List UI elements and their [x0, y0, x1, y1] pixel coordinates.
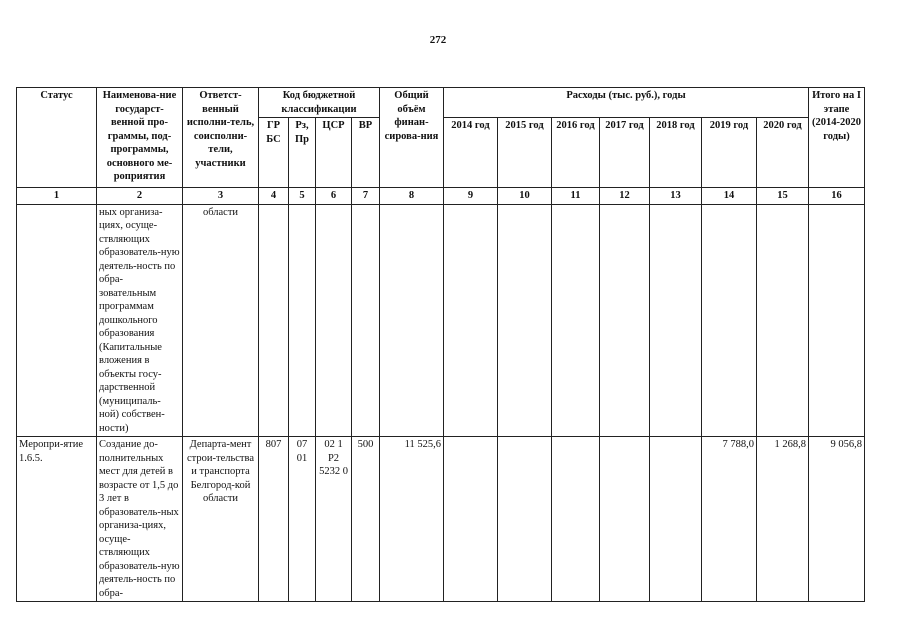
cell-grbs — [259, 204, 289, 437]
table-row — [17, 204, 865, 437]
header-year-2017: 2017 год — [600, 118, 650, 188]
header-budget-code: Код бюджетной классификации — [259, 88, 380, 118]
header-year-2015: 2015 год — [498, 118, 552, 188]
cell-2018 — [650, 437, 702, 602]
cell-status — [17, 204, 97, 437]
cell-2016 — [552, 437, 600, 602]
cell-grbs: 807 — [259, 437, 289, 602]
cell-2017 — [600, 437, 650, 602]
header-status: Статус — [17, 88, 97, 188]
cell-total — [380, 204, 444, 437]
header-expenses: Расходы (тыс. руб.), годы — [444, 88, 809, 118]
budget-table — [16, 87, 865, 602]
col-num: 9 — [444, 188, 498, 205]
header-rzpr: Рз, Пр — [289, 118, 316, 188]
col-num: 12 — [600, 188, 650, 205]
header-vr: ВР — [352, 118, 380, 188]
header-stage-total: Итого на I этапе (2014-2020 годы) — [809, 88, 865, 188]
page-number: 272 — [429, 34, 447, 46]
col-num: 7 — [352, 188, 380, 205]
col-num: 15 — [757, 188, 809, 205]
cell-name: Создание до-полнительных мест для детей в возрасте от 1,5 до 3 лет в образователь-ных организа-циях, осуще-ствляющих образователь-ную деятель-ность по обра- — [97, 437, 183, 602]
col-num: 14 — [702, 188, 757, 205]
column-number-row — [17, 188, 865, 205]
cell-2017 — [600, 204, 650, 437]
cell-responsible: области — [183, 204, 259, 437]
cell-2020 — [757, 204, 809, 437]
col-num: 11 — [552, 188, 600, 205]
col-num: 5 — [289, 188, 316, 205]
header-year-2020: 2020 год — [757, 118, 809, 188]
cell-vr: 500 — [352, 437, 380, 602]
col-num: 3 — [183, 188, 259, 205]
header-grbs: ГР БС — [259, 118, 289, 188]
col-num: 13 — [650, 188, 702, 205]
cell-name: ных организа-циях, осуще-ствляющих образователь-ную деятель-ность по обра-зовательным программам дошкольного образования (Капитальные вложения в объекты госу-дарственной (муниципаль-ной) собствен-ности) — [97, 204, 183, 437]
cell-vr — [352, 204, 380, 437]
cell-2015 — [498, 437, 552, 602]
cell-2018 — [650, 204, 702, 437]
header-total-volume: Общий объём финан-сирова-ния — [380, 88, 444, 188]
cell-2014 — [444, 204, 498, 437]
cell-2019: 7 788,0 — [702, 437, 757, 602]
col-num: 4 — [259, 188, 289, 205]
cell-2014 — [444, 437, 498, 602]
col-num: 16 — [809, 188, 865, 205]
cell-responsible: Департа-мент строи-тельства и транспорта Белгород-кой области — [183, 437, 259, 602]
cell-rzpr: 07 01 — [289, 437, 316, 602]
col-num: 8 — [380, 188, 444, 205]
cell-2015 — [498, 204, 552, 437]
cell-csr: 02 1 P2 5232 0 — [316, 437, 352, 602]
cell-2016 — [552, 204, 600, 437]
header-row-1 — [17, 88, 865, 118]
header-year-2016: 2016 год — [552, 118, 600, 188]
col-num: 1 — [17, 188, 97, 205]
header-year-2019: 2019 год — [702, 118, 757, 188]
cell-rzpr — [289, 204, 316, 437]
header-csr: ЦСР — [316, 118, 352, 188]
cell-stage-total — [809, 204, 865, 437]
cell-stage-total: 9 056,8 — [809, 437, 865, 602]
col-num: 6 — [316, 188, 352, 205]
col-num: 10 — [498, 188, 552, 205]
header-year-2018: 2018 год — [650, 118, 702, 188]
col-num: 2 — [97, 188, 183, 205]
cell-csr — [316, 204, 352, 437]
header-responsible: Ответст-венный исполни-тель, соисполни-тели, участники — [183, 88, 259, 188]
table-row — [17, 437, 865, 602]
header-name: Наименова-ние государст-венной про-граммы, под-программы, основного ме-роприятия — [97, 88, 183, 188]
cell-total: 11 525,6 — [380, 437, 444, 602]
cell-2019 — [702, 204, 757, 437]
cell-status: Меропри-ятие 1.6.5. — [17, 437, 97, 602]
cell-2020: 1 268,8 — [757, 437, 809, 602]
header-year-2014: 2014 год — [444, 118, 498, 188]
